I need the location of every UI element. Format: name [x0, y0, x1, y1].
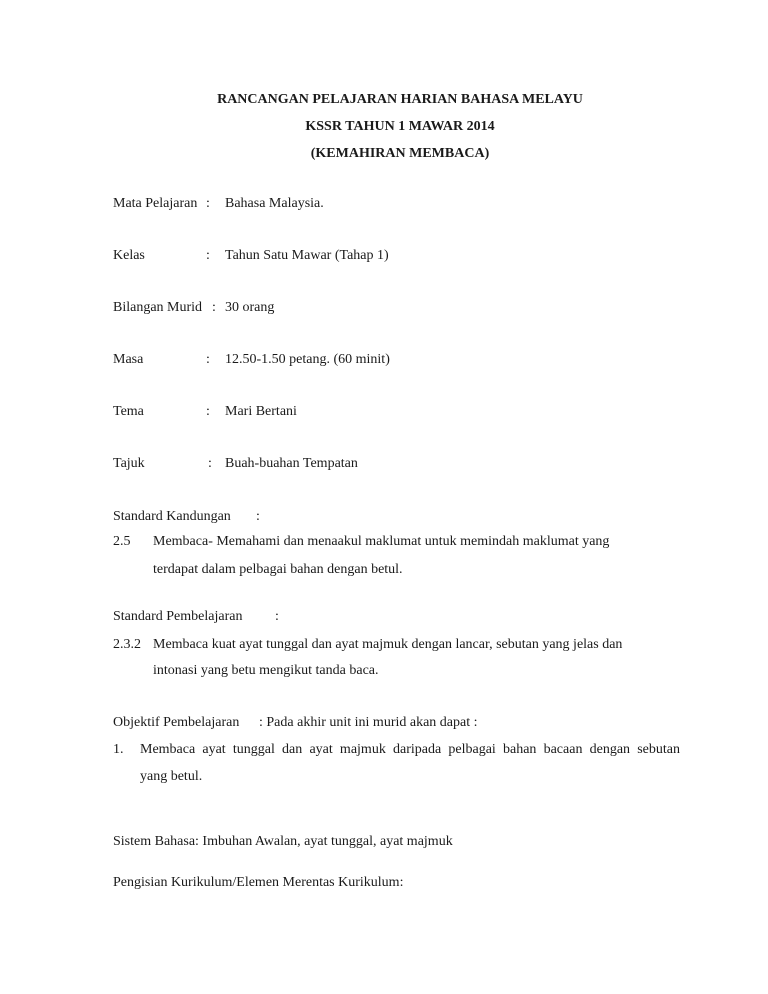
field-label: Tajuk	[113, 456, 145, 471]
item-number: 2.3.2	[113, 637, 141, 652]
pengisian-kurikulum-line: Pengisian Kurikulum/Elemen Merentas Kurikulum:	[113, 875, 404, 890]
document-title: RANCANGAN PELAJARAN HARIAN BAHASA MELAYU	[217, 92, 583, 107]
item-text-line: Membaca- Memahami dan menaakul maklumat untuk memindah maklumat yang	[153, 534, 610, 549]
field-label: Bilangan Murid	[113, 300, 203, 315]
field-colon: :	[206, 352, 210, 367]
field-value: Bahasa Malaysia.	[225, 196, 324, 211]
document-section-title: (KEMAHIRAN MEMBACA)	[310, 146, 490, 161]
item-number: 2.5	[113, 534, 131, 549]
item-text-line: intonasi yang betu mengikut tanda baca.	[153, 663, 379, 678]
field-value: Mari Bertani	[225, 404, 297, 419]
section-colon: :	[256, 509, 260, 524]
field-label: Tema	[113, 404, 144, 419]
field-colon: :	[208, 456, 212, 471]
item-number: 1.	[113, 742, 124, 757]
field-label: Mata Pelajaran	[113, 196, 198, 211]
item-text-line: yang betul.	[140, 769, 203, 784]
field-value: 30 orang	[225, 300, 275, 315]
item-text-line: terdapat dalam pelbagai bahan dengan betul.	[153, 562, 403, 577]
item-text-line: Membaca kuat ayat tunggal dan ayat majmuk dengan lancar, sebutan yang jelas dan	[153, 637, 623, 652]
section-label: Standard Kandungan	[113, 509, 231, 524]
field-value: Tahun Satu Mawar (Tahap 1)	[225, 248, 389, 263]
sistem-bahasa-line: Sistem Bahasa: Imbuhan Awalan, ayat tunggal, ayat majmuk	[113, 834, 453, 849]
section-text: : Pada akhir unit ini murid akan dapat :	[259, 715, 478, 730]
section-label: Objektif Pembelajaran	[113, 715, 240, 730]
section-colon: :	[275, 609, 279, 624]
field-label: Masa	[113, 352, 144, 367]
section-label: Standard Pembelajaran	[113, 609, 243, 624]
field-value: 12.50-1.50 petang. (60 minit)	[225, 352, 390, 367]
field-colon: :	[206, 196, 210, 211]
document-subtitle: KSSR TAHUN 1 MAWAR 2014	[305, 119, 495, 134]
item-text-line: Membaca ayat tunggal dan ayat majmuk daripada pelbagai bahan bacaan dengan sebutan	[140, 742, 680, 757]
field-value: Buah-buahan Tempatan	[225, 456, 358, 471]
field-colon: :	[206, 248, 210, 263]
field-colon: :	[206, 404, 210, 419]
field-colon: :	[212, 300, 216, 315]
field-label: Kelas	[113, 248, 145, 263]
